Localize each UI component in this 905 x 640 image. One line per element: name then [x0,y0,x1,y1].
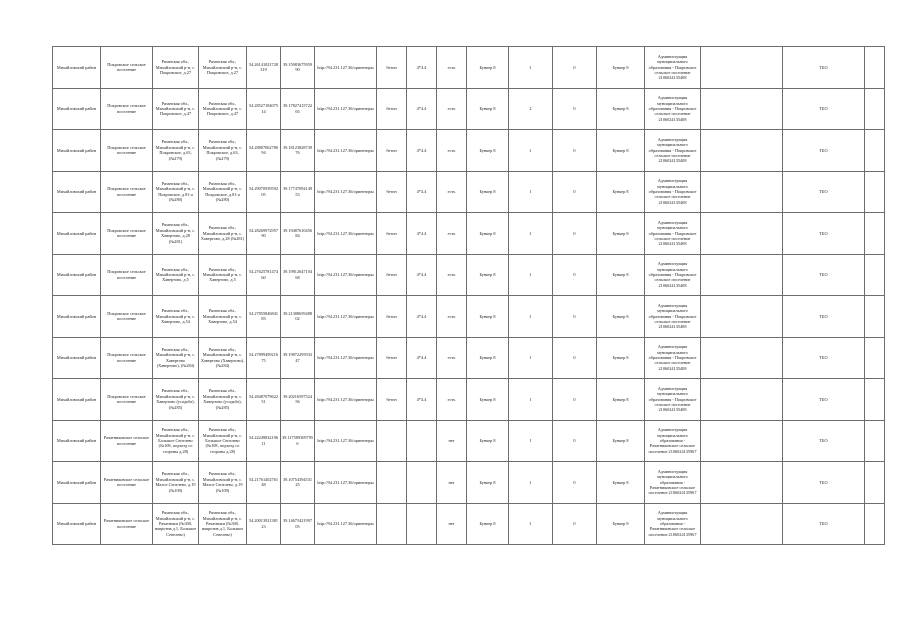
cell-size: 4*4.4 [407,254,437,296]
cell-fence: нет [437,503,467,545]
cell-address: Рязанская обл., Михайловский р-н, с. Покровское, д.63, (№279) [153,130,199,172]
cell-lat: 54.2852718407514 [247,88,281,130]
cell-container: Бункер 8 [467,462,509,504]
cell-district: Михайловский район [53,88,101,130]
cell-empty [865,47,885,89]
cell-address: Рязанская обл., Михайловский р-н, с. Хавертово, д.28 (№281) [153,213,199,255]
cell-address: Рязанская обл., Михайловский р-н, с. Большое Сепелево (№108, подъезд со стороны д.28) [153,420,199,462]
cell-settlement: Покровское сельское поселение [101,130,153,172]
cell-lon: 39.1782741572265 [281,88,315,130]
cell-fence: есть [437,47,467,89]
cell-lon: 39.1175893097956 [281,420,315,462]
cell-lat: 54.2907093959205 [247,171,281,213]
cell-district: Михайловский район [53,130,101,172]
cell-lon: 39.1812382873976 [281,130,315,172]
cell-empty [865,171,885,213]
table-row [53,462,885,504]
cell-owner: Администрация муниципального образования - Рачатниковское сельское поселение 2106024135967 [645,420,701,462]
cell-empty [701,379,783,421]
cell-address: Рязанская обл., Михайловский р-н, с. Хавертово (Хавертово), (№284) [153,337,199,379]
cell-cnt0: 0 [553,171,597,213]
waste-sites-table [52,46,885,545]
cell-location: Рязанская обл., Михайловский р-н, с. Хавертово, д.28 (№281) [199,213,247,255]
cell-fence: есть [437,130,467,172]
cell-size [407,420,437,462]
cell-fence: есть [437,296,467,338]
cell-owner: Администрация муниципального образования - Рачатниковское сельское поселение 2106024135967 [645,503,701,545]
table-row [53,213,885,255]
cell-container: Бункер 8 [467,213,509,255]
cell-lat: 54.2826997295790 [247,213,281,255]
cell-cnt8: 1 [509,503,553,545]
table-row [53,503,885,545]
cell-lon: 39.2021659752456 [281,379,315,421]
cell-fence: есть [437,88,467,130]
cell-district: Михайловский район [53,337,101,379]
cell-empty [701,171,783,213]
cell-lat: 54.2785584684183 [247,296,281,338]
cell-lon: 39.1948761045684 [281,213,315,255]
cell-cnt8: 1 [509,337,553,379]
cell-location: Рязанская обл., Михайловский р-н, с. Малое Сепелево, д.19 (№109) [199,462,247,504]
table-body [53,47,885,545]
cell-surface [377,420,407,462]
cell-empty [865,130,885,172]
cell-bunker: Бункер 8 [597,88,645,130]
cell-url: http://94.231.127.36/ориентиры [315,254,377,296]
cell-lat: 54.2001392138123 [247,503,281,545]
cell-size: 4*4.4 [407,379,437,421]
cell-surface: бетон [377,254,407,296]
cell-owner: Администрация муниципального образования - Покровское сельское поселение 2106024135408 [645,130,701,172]
cell-container: Бункер 8 [467,88,509,130]
cell-size: 4*4.4 [407,296,437,338]
cell-bunker: Бункер 8 [597,213,645,255]
cell-settlement: Рачатниковское сельское поселение [101,462,153,504]
cell-fence: есть [437,171,467,213]
cell-surface: бетон [377,296,407,338]
table-row [53,296,885,338]
cell-location: Рязанская обл., Михайловский р-н, с. Хавертово, д.5 [199,254,247,296]
cell-bunker: Бункер 8 [597,420,645,462]
cell-surface [377,462,407,504]
cell-lon: 39.1981264710468 [281,254,315,296]
table-row [53,130,885,172]
cell-cnt8: 1 [509,420,553,462]
cell-lat: 54.26141021728319 [247,47,281,89]
table-row [53,254,885,296]
cell-lat: 54.2224983219611 [247,420,281,462]
cell-url: http://94.231.127.36/ориентиры [315,503,377,545]
cell-owner: Администрация муниципального образования - Покровское сельское поселение 2106024135408 [645,171,701,213]
table-row [53,420,885,462]
cell-lon: 39.1774709414953 [281,171,315,213]
cell-owner: Администрация муниципального образования - Покровское сельское поселение 2106024135408 [645,337,701,379]
table-row [53,337,885,379]
cell-cnt8: 2 [509,88,553,130]
cell-url: http://94.231.127.36/ориентиры [315,130,377,172]
cell-settlement: Покровское сельское поселение [101,88,153,130]
cell-url: http://94.231.127.36/ориентиры [315,420,377,462]
cell-settlement: Рачатниковское сельское поселение [101,420,153,462]
cell-waste: ТБО [783,462,865,504]
cell-address: Рязанская обл., Михайловский р-н, с. Рачатники (№300, напротив д.1, Большое Сепелево) [153,503,199,545]
cell-location: Рязанская обл., Михайловский р-н, с. Покровское, д.63, (№279) [199,130,247,172]
cell-cnt0: 0 [553,379,597,421]
cell-cnt0: 0 [553,47,597,89]
cell-district: Михайловский район [53,296,101,338]
cell-settlement: Покровское сельское поселение [101,296,153,338]
cell-empty [701,88,783,130]
cell-container: Бункер 8 [467,379,509,421]
cell-empty [865,213,885,255]
cell-settlement: Покровское сельское поселение [101,337,153,379]
cell-district: Михайловский район [53,420,101,462]
cell-url: http://94.231.127.36/ориентиры [315,296,377,338]
cell-bunker: Бункер 8 [597,337,645,379]
cell-url: http://94.231.127.36/ориентиры [315,379,377,421]
cell-container: Бункер 8 [467,47,509,89]
cell-container: Бункер 8 [467,296,509,338]
cell-cnt0: 0 [553,503,597,545]
cell-waste: ТБО [783,296,865,338]
cell-location: Рязанская обл., Михайловский р-н, с. Хавертово, д.54 [199,296,247,338]
cell-size: 4*4.4 [407,337,437,379]
cell-lat: 54.2762578147460 [247,254,281,296]
cell-location: Рязанская обл., Михайловский р-н, с. Рачатники (№300, напротив д.1, Большое Сепелево) [199,503,247,545]
cell-fence: нет [437,420,467,462]
cell-empty [865,254,885,296]
cell-location: Рязанская обл., Михайловский р-н, с. Хавертово (усадьба), (№285) [199,379,247,421]
cell-empty [865,462,885,504]
cell-waste: ТБО [783,130,865,172]
cell-district: Михайловский район [53,171,101,213]
cell-surface: бетон [377,337,407,379]
cell-empty [865,503,885,545]
cell-url: http://94.231.127.36/ориентиры [315,213,377,255]
cell-surface: бетон [377,213,407,255]
cell-address: Рязанская обл., Михайловский р-н, с. Хавертово, д.5 [153,254,199,296]
cell-fence: есть [437,379,467,421]
table-row [53,47,885,89]
cell-settlement: Покровское сельское поселение [101,171,153,213]
cell-container: Бункер 8 [467,254,509,296]
cell-lon: 39.1987229593347 [281,337,315,379]
cell-owner: Администрация муниципального образования - Покровское сельское поселение 2106024135408 [645,379,701,421]
cell-bunker: Бункер 8 [597,47,645,89]
cell-address: Рязанская обл., Михайловский р-н, с. Покровское, д.81-а (№280) [153,171,199,213]
cell-location: Рязанская обл., Михайловский р-н, с. Покровское, д.81-а (№280) [199,171,247,213]
cell-empty [865,379,885,421]
cell-district: Михайловский район [53,47,101,89]
cell-cnt0: 0 [553,88,597,130]
cell-district: Михайловский район [53,379,101,421]
cell-settlement: Покровское сельское поселение [101,254,153,296]
cell-location: Рязанская обл., Михайловский р-н, с. Большое Сепелево (№108, подъезд со стороны д.28) [199,420,247,462]
cell-surface: бетон [377,379,407,421]
cell-cnt0: 0 [553,462,597,504]
cell-bunker: Бункер 8 [597,462,645,504]
cell-cnt0: 0 [553,254,597,296]
table-row [53,171,885,213]
cell-owner: Администрация муниципального образования - Рачатниковское сельское поселение 2106024135967 [645,462,701,504]
cell-owner: Администрация муниципального образования - Покровское сельское поселение 2106024135408 [645,254,701,296]
cell-district: Михайловский район [53,213,101,255]
cell-fence: есть [437,213,467,255]
cell-lat: 54.2848707962251 [247,379,281,421]
cell-size: 4*4.4 [407,47,437,89]
cell-district: Михайловский район [53,254,101,296]
cell-cnt0: 0 [553,213,597,255]
cell-cnt8: 1 [509,254,553,296]
cell-bunker: Бункер 8 [597,296,645,338]
cell-container: Бункер 8 [467,337,509,379]
cell-waste: ТБО [783,420,865,462]
cell-cnt8: 1 [509,213,553,255]
cell-size [407,503,437,545]
cell-url: http://94.231.127.36/ориентиры [315,462,377,504]
cell-settlement: Рачатниковское сельское поселение [101,503,153,545]
cell-size: 4*4.4 [407,171,437,213]
cell-waste: ТБО [783,337,865,379]
cell-address: Рязанская обл., Михайловский р-н, с. Покровское, д.27 [153,47,199,89]
cell-size: 4*4.4 [407,88,437,130]
cell-cnt8: 1 [509,462,553,504]
cell-bunker: Бункер 8 [597,379,645,421]
cell-settlement: Покровское сельское поселение [101,213,153,255]
cell-surface: бетон [377,130,407,172]
table-row [53,88,885,130]
cell-waste: ТБО [783,379,865,421]
cell-empty [701,503,783,545]
cell-empty [865,420,885,462]
cell-url: http://94.231.127.36/ориентиры [315,47,377,89]
cell-surface: бетон [377,171,407,213]
cell-cnt8: 1 [509,296,553,338]
cell-empty [701,337,783,379]
cell-location: Рязанская обл., Михайловский р-н, с. Хавертово (Хавертово), (№284) [199,337,247,379]
cell-bunker: Бункер 8 [597,254,645,296]
cell-cnt0: 0 [553,296,597,338]
cell-empty [701,213,783,255]
cell-container: Бункер 8 [467,171,509,213]
cell-bunker: Бункер 8 [597,130,645,172]
cell-empty [701,462,783,504]
cell-district: Михайловский район [53,503,101,545]
cell-bunker: Бункер 8 [597,503,645,545]
cell-settlement: Покровское сельское поселение [101,47,153,89]
cell-address: Рязанская обл., Михайловский р-н, с. Хавертово, д.54 [153,296,199,338]
cell-district: Михайловский район [53,462,101,504]
cell-lat: 54.2176140276148 [247,462,281,504]
cell-lat: 54.2880706278094 [247,130,281,172]
cell-owner: Администрация муниципального образования - Покровское сельское поселение 2106024135408 [645,47,701,89]
cell-waste: ТБО [783,254,865,296]
cell-cnt8: 1 [509,171,553,213]
cell-cnt8: 1 [509,130,553,172]
cell-lat: 54.2789949921675 [247,337,281,379]
cell-url: http://94.231.127.36/ориентиры [315,337,377,379]
cell-surface [377,503,407,545]
cell-cnt0: 0 [553,130,597,172]
cell-empty [701,47,783,89]
cell-fence: есть [437,337,467,379]
cell-surface: бетон [377,88,407,130]
cell-surface: бетон [377,47,407,89]
cell-url: http://94.231.127.36/ориентиры [315,88,377,130]
cell-empty [701,296,783,338]
cell-waste: ТБО [783,503,865,545]
cell-bunker: Бункер 8 [597,171,645,213]
cell-container: Бункер 8 [467,420,509,462]
cell-cnt0: 0 [553,337,597,379]
cell-waste: ТБО [783,47,865,89]
cell-location: Рязанская обл., Михайловский р-н, с. Покровское, д.27 [199,47,247,89]
cell-container: Бункер 8 [467,503,509,545]
cell-fence: нет [437,462,467,504]
cell-waste: ТБО [783,88,865,130]
cell-size [407,462,437,504]
cell-lon: 39.2138865948802 [281,296,315,338]
cell-owner: Администрация муниципального образования - Покровское сельское поселение 2106024135408 [645,88,701,130]
cell-location: Рязанская обл., Михайловский р-н, с. Покровское, д.47 [199,88,247,130]
cell-size: 4*4.4 [407,130,437,172]
cell-settlement: Покровское сельское поселение [101,379,153,421]
cell-empty [701,420,783,462]
cell-empty [865,296,885,338]
cell-cnt8: 1 [509,379,553,421]
cell-empty [865,337,885,379]
cell-address: Рязанская обл., Михайловский р-н, с. Малое Сепелево, д.19 (№109) [153,462,199,504]
cell-cnt0: 0 [553,420,597,462]
cell-container: Бункер 8 [467,130,509,172]
cell-waste: ТБО [783,213,865,255]
cell-url: http://94.231.127.36/ориентиры [315,171,377,213]
cell-empty [701,130,783,172]
cell-lon: 39.1598367595990 [281,47,315,89]
cell-owner: Администрация муниципального образования - Покровское сельское поселение 2106024135408 [645,213,701,255]
cell-address: Рязанская обл., Михайловский р-н, с. Покровское, д.47 [153,88,199,130]
cell-owner: Администрация муниципального образования - Покровское сельское поселение 2106024135408 [645,296,701,338]
cell-cnt8: 1 [509,47,553,89]
cell-empty [701,254,783,296]
cell-lon: 39.1075439453125 [281,462,315,504]
cell-address: Рязанская обл., Михайловский р-н, с. Хавертово (усадьба), (№285) [153,379,199,421]
cell-size: 4*4.4 [407,213,437,255]
cell-lon: 39.1467542199705 [281,503,315,545]
cell-waste: ТБО [783,171,865,213]
cell-fence: есть [437,254,467,296]
cell-empty [865,88,885,130]
table-row [53,379,885,421]
